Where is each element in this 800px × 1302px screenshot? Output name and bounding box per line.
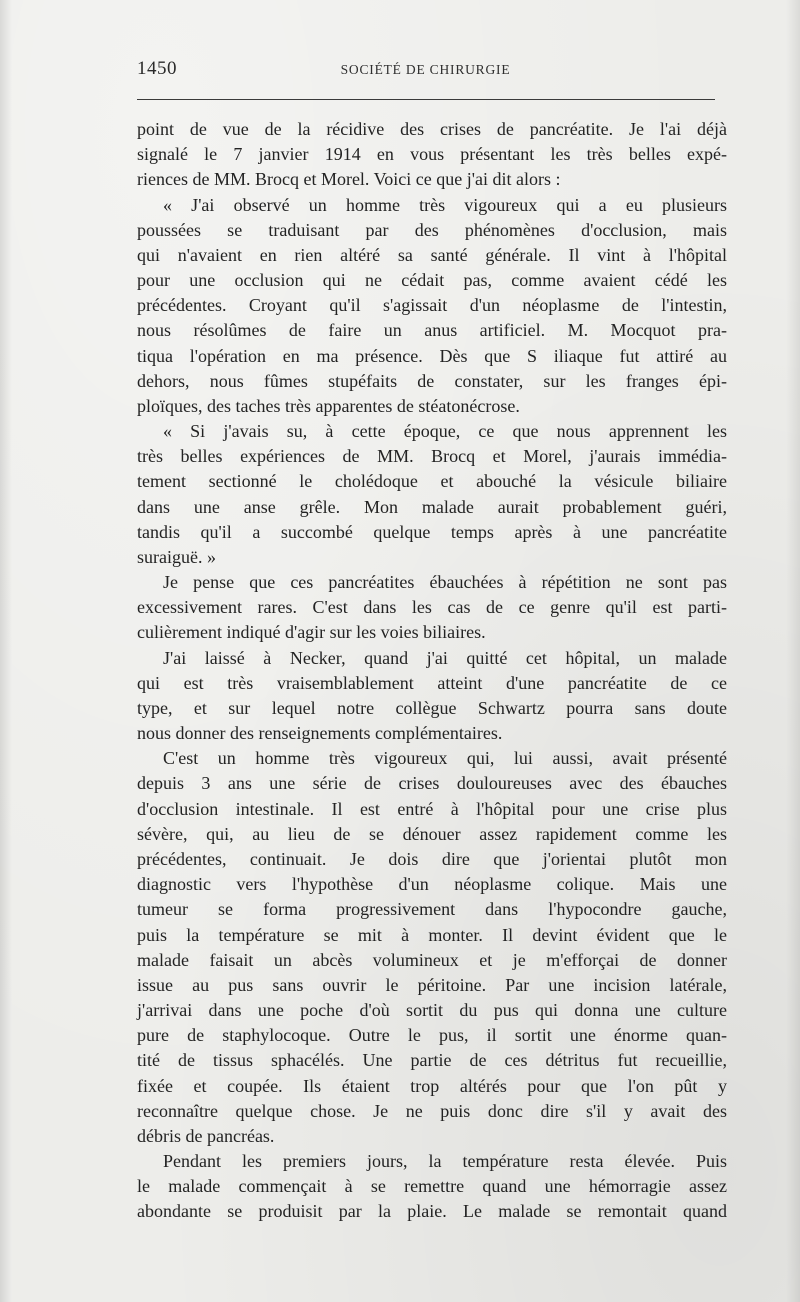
text-line: J'ai laissé à Necker, quand j'ai quitté cet hôpital, un malade <box>163 647 727 668</box>
text-line: type, et sur lequel notre collègue Schwartz pourra sans doute <box>137 697 727 718</box>
running-head: SOCIÉTÉ DE CHIRURGIE <box>340 62 511 77</box>
text-line: tement sectionné le cholédoque et abouché la vésicule biliaire <box>137 471 727 492</box>
text-line: très belles expériences de MM. Brocq et Morel, j'aurais immédia- <box>137 446 727 467</box>
text-line: j'arrivai dans une poche d'où sortit du pus qui donna une culture <box>137 1000 727 1021</box>
text-line: dehors, nous fûmes stupéfaits de constater, sur les franges épi- <box>137 370 727 391</box>
text-line: « Si j'avais su, à cette époque, ce que nous apprennent les <box>163 421 727 442</box>
text-line: malade faisait un abcès volumineux et je m'efforçai de donner <box>137 949 727 970</box>
text-line: abondante se produisit par la plaie. Le malade se remontait quand <box>137 1201 727 1222</box>
text-line: ploïques, des taches très apparentes de stéatonécrose. <box>137 395 520 416</box>
text-line: précédentes. Croyant qu'il s'agissait d'un néoplasme de l'intestin, <box>137 295 727 316</box>
text-line: précédentes, continuait. Je dois dire que j'orientai plutôt mon <box>137 848 727 869</box>
text-line: reconnaître quelque chose. Je ne puis donc dire s'il y avait des <box>137 1100 727 1121</box>
text-line: C'est un homme très vigoureux qui, lui aussi, avait présenté <box>163 748 727 769</box>
text-line: pure de staphylocoque. Outre le pus, il sortit une énorme quan- <box>137 1025 727 1046</box>
text-line: puis la température se mit à monter. Il devint évident que le <box>137 924 727 945</box>
text-line: nous donner des renseignements complémentaires. <box>137 723 503 744</box>
text-line: dans une anse grêle. Mon malade aurait probablement guéri, <box>137 496 727 517</box>
text-line: d'occlusion intestinale. Il est entré à l'hôpital pour une crise plus <box>137 798 727 819</box>
text-line: suraiguë. » <box>137 546 216 567</box>
text-line: riences de MM. Brocq et Morel. Voici ce que j'ai dit alors : <box>137 169 561 190</box>
text-line: tité de tissus sphacélés. Une partie de ces détritus fut recueillie, <box>137 1050 727 1071</box>
text-line: culièrement indiqué d'agir sur les voies biliaires. <box>137 622 486 643</box>
text-line: depuis 3 ans une série de crises douloureuses avec des ébauches <box>137 773 727 794</box>
text-line: fixée et coupée. Ils étaient trop altérés pour que l'on pût y <box>137 1075 727 1096</box>
text-line: issue au pus sans ouvrir le péritoine. Par une incision latérale, <box>137 974 727 995</box>
text-line: qui est très vraisemblablement atteint d'une pancréatite de ce <box>137 672 727 693</box>
body-text <box>137 117 727 1225</box>
text-line: signalé le 7 janvier 1914 en vous présentant les très belles expé- <box>137 144 727 165</box>
text-line: le malade commençait à se remettre quand une hémorragie assez <box>137 1176 727 1197</box>
text-line: diagnostic vers l'hypothèse d'un néoplasme colique. Mais une <box>137 874 727 895</box>
page-header <box>137 58 714 88</box>
text-line: Je pense que ces pancréatites ébauchées à répétition ne sont pas <box>163 572 727 593</box>
text-line: tandis qu'il a succombé quelque temps après à une pancréatite <box>137 521 727 542</box>
text-line: Pendant les premiers jours, la température resta élevée. Puis <box>163 1151 727 1172</box>
text-line: pour une occlusion qui ne cédait pas, comme avaient cédé les <box>137 270 727 291</box>
text-line: tumeur se forma progressivement dans l'hypocondre gauche, <box>137 899 727 920</box>
text-line: point de vue de la récidive des crises de pancréatite. Je l'ai déjà <box>137 119 727 139</box>
page-number: 1450 <box>137 58 177 79</box>
text-line: débris de pancréas. <box>137 1125 275 1146</box>
text-line: tiqua l'opération en ma présence. Dès que S iliaque fut attiré au <box>137 345 727 366</box>
header-rule <box>137 99 715 100</box>
text-line: excessivement rares. C'est dans les cas de ce genre qu'il est parti- <box>137 597 727 618</box>
text-line: poussées se traduisant par des phénomènes d'occlusion, mais <box>137 219 727 240</box>
text-line: qui n'avaient en rien altéré sa santé générale. Il vint à l'hôpital <box>137 244 727 265</box>
text-line: sévère, qui, au lieu de se dénouer assez rapidement comme les <box>137 823 727 844</box>
text-line: nous résolûmes de faire un anus artificiel. M. Mocquot pra- <box>137 320 727 341</box>
text-line: « J'ai observé un homme très vigoureux qui a eu plusieurs <box>163 194 727 215</box>
